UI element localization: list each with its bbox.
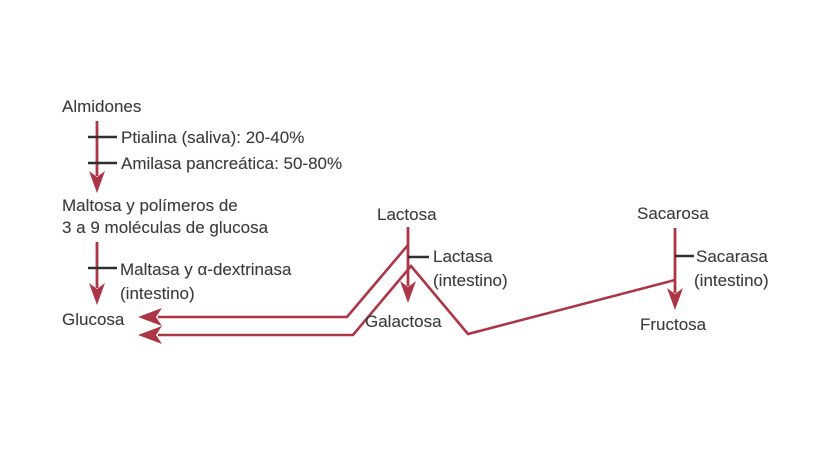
node-maltosa-line2: 3 a 9 moléculas de glucosa — [62, 218, 269, 237]
enzyme-sacarasa-line2: (intestino) — [694, 271, 769, 290]
node-fructosa: Fructosa — [640, 315, 707, 334]
node-glucosa: Glucosa — [62, 310, 125, 329]
node-maltosa-line1: Maltosa y polímeros de — [62, 196, 238, 215]
enzyme-maltasa-line2: (intestino) — [120, 284, 195, 303]
node-almidones: Almidones — [62, 97, 142, 116]
enzyme-ptialina: Ptialina (saliva): 20-40% — [121, 128, 305, 147]
node-galactosa: Galactosa — [365, 312, 442, 331]
enzyme-maltasa-line1: Maltasa y α-dextrinasa — [120, 260, 292, 279]
almidones-to-maltosa-arrow — [89, 121, 105, 193]
enzyme-lactasa-line1: Lactasa — [433, 247, 493, 266]
node-lactosa: Lactosa — [377, 205, 437, 224]
maltosa-to-glucosa-arrow — [89, 242, 105, 305]
sacarosa-to-fructosa-arrow — [667, 228, 683, 310]
node-sacarosa: Sacarosa — [637, 204, 709, 223]
lactosa-to-galactosa-arrow — [400, 227, 416, 303]
enzyme-lactasa-line2: (intestino) — [433, 271, 508, 290]
enzyme-amilasa: Amilasa pancreática: 50-80% — [121, 154, 343, 173]
enzyme-sacarasa-line1: Sacarasa — [696, 247, 768, 266]
